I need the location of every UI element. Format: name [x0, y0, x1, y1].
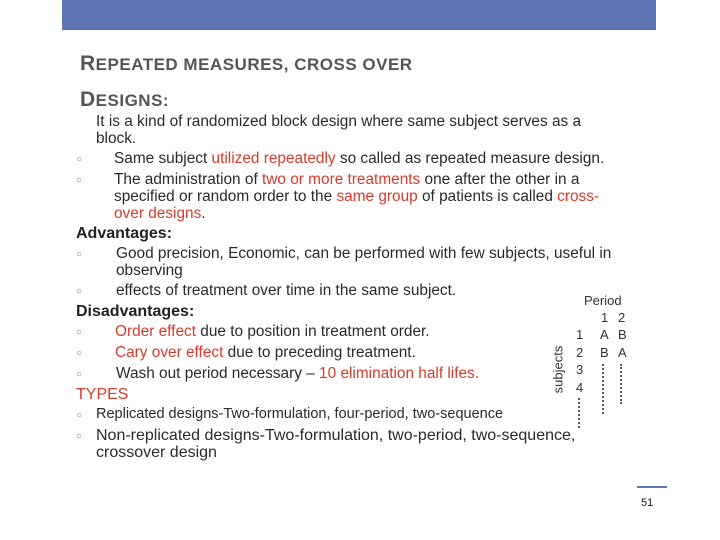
list-item: ○ Cary over effect due to preceding treatment.: [76, 344, 621, 362]
period-label: Period: [584, 293, 622, 308]
list-item: ○ Same subject utilized repeatedly so called as repeated measure design.: [76, 150, 621, 168]
list-item: ○ Good precision, Economic, can be performed with few subjects, useful in observing: [76, 245, 621, 279]
circle-bullet-icon: [76, 171, 96, 189]
sequence-cell: A: [618, 345, 627, 360]
circle-bullet-icon: [76, 365, 96, 383]
list-item: ○ Non-replicated designs-Two-formulation, two-period, two-sequence, crossover design: [76, 427, 621, 461]
subject-number: 2: [576, 345, 584, 360]
crossover-diagram: [552, 290, 632, 440]
dotted-continuation: [620, 364, 624, 404]
list-item: ○ Replicated designs-Two-formulation, four-period, two-sequence: [76, 406, 621, 424]
circle-bullet-icon: [76, 150, 96, 168]
sequence-cell: B: [618, 327, 627, 342]
circle-bullet-icon: [76, 245, 96, 263]
list-item: ○ The administration of two or more treatments one after the other in a specified or random order to the same group of patients is called cross-over designs.: [76, 171, 621, 222]
page-number: 51: [641, 497, 654, 509]
subject-number: 1: [576, 327, 584, 342]
list-item: ○ Order effect due to position in treatment order.: [76, 323, 621, 341]
types-heading: TYPES: [76, 386, 129, 403]
circle-bullet-icon: [76, 406, 96, 424]
top-banner: [62, 0, 656, 30]
list-item: ○ Wash out period necessary – 10 elimination half lifes.: [76, 365, 621, 383]
disadvantages-heading: Disadvantages:: [76, 303, 195, 320]
intro-paragraph: It is a kind of randomized block design where same subject serves as a block.: [96, 113, 582, 147]
subject-number: 3: [576, 362, 584, 377]
dotted-continuation: [578, 398, 582, 428]
circle-bullet-icon: [76, 323, 96, 341]
subjects-label: subjects: [550, 345, 566, 394]
slide-body: [76, 113, 621, 464]
sequence-cell: B: [600, 345, 609, 360]
footer-rule: [637, 486, 667, 488]
list-item: ○ effects of treatment over time in the same subject.: [76, 282, 621, 300]
period-col-1: 1: [601, 310, 609, 325]
period-col-2: 2: [618, 310, 626, 325]
slide-title: REPEATED MEASURES, CROSS OVER DESIGNS:: [80, 52, 413, 111]
circle-bullet-icon: [76, 282, 96, 300]
circle-bullet-icon: [76, 427, 96, 445]
advantages-heading: Advantages:: [76, 225, 173, 242]
subject-number: 4: [576, 380, 584, 395]
circle-bullet-icon: [76, 344, 96, 362]
sequence-cell: A: [600, 327, 609, 342]
dotted-continuation: [602, 364, 606, 414]
